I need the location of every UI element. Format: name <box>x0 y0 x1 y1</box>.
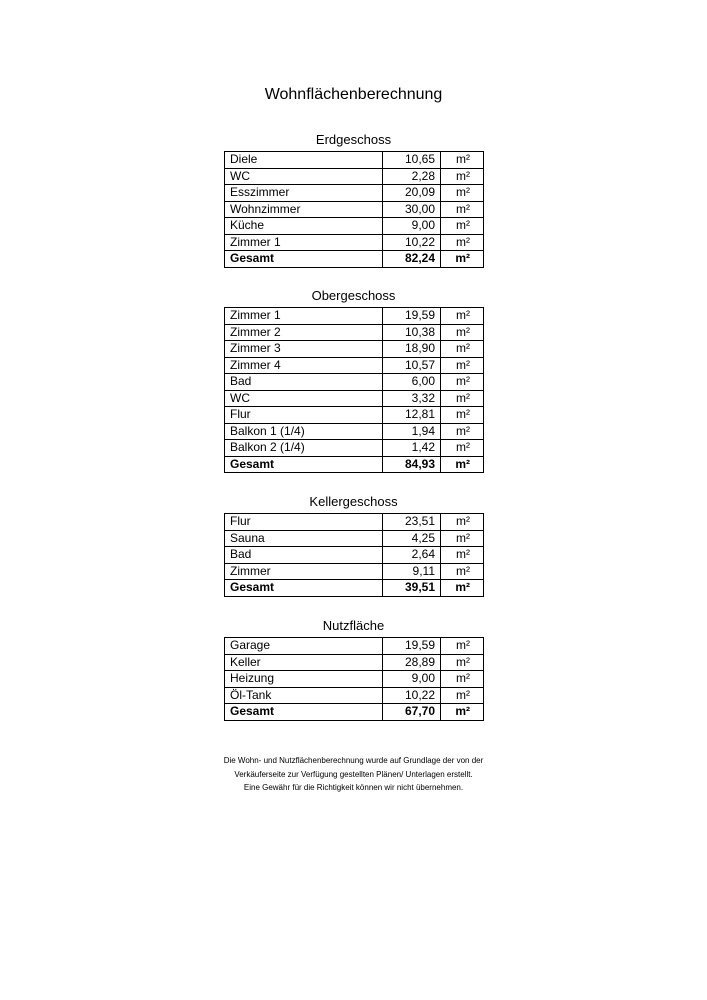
page-title: Wohnflächenberechnung <box>264 86 443 103</box>
room-name: Flur <box>225 514 383 531</box>
total-area: 67,70 <box>383 704 441 721</box>
table-row <box>225 423 484 440</box>
room-name: Zimmer <box>225 563 383 580</box>
room-name: Zimmer 4 <box>225 357 383 374</box>
footnote-line: Verkäuferseite zur Verfügung gestellten Plänen/ Unterlagen erstellt. <box>234 769 473 779</box>
table-row <box>225 308 484 325</box>
area-unit: m² <box>441 357 484 374</box>
area-unit: m² <box>441 341 484 358</box>
room-area: 20,09 <box>383 185 441 202</box>
table-row <box>225 168 484 185</box>
room-name: Heizung <box>225 671 383 688</box>
total-label: Gesamt <box>225 704 383 721</box>
room-area: 3,32 <box>383 390 441 407</box>
section-kellergeschoss <box>0 494 707 597</box>
area-unit: m² <box>441 563 484 580</box>
room-name: Balkon 1 (1/4) <box>225 423 383 440</box>
room-area: 19,59 <box>383 638 441 655</box>
area-unit: m² <box>441 168 484 185</box>
total-label: Gesamt <box>225 251 383 268</box>
room-area: 23,51 <box>383 514 441 531</box>
total-label: Gesamt <box>225 456 383 473</box>
room-area: 28,89 <box>383 654 441 671</box>
table-row <box>225 218 484 235</box>
table-row <box>225 440 484 457</box>
total-label: Gesamt <box>225 580 383 597</box>
area-unit: m² <box>441 440 484 457</box>
section-nutzflaeche <box>0 618 707 721</box>
section-obergeschoss <box>0 288 707 473</box>
room-name: Bad <box>225 547 383 564</box>
room-area: 1,42 <box>383 440 441 457</box>
area-unit: m² <box>441 324 484 341</box>
room-area: 10,38 <box>383 324 441 341</box>
area-unit: m² <box>441 201 484 218</box>
area-unit: m² <box>441 456 484 473</box>
room-area: 9,00 <box>383 218 441 235</box>
room-name: Bad <box>225 374 383 391</box>
area-unit: m² <box>441 152 484 169</box>
room-name: Zimmer 2 <box>225 324 383 341</box>
room-name: Zimmer 1 <box>225 308 383 325</box>
room-area: 19,59 <box>383 308 441 325</box>
table-row <box>225 152 484 169</box>
total-area: 82,24 <box>383 251 441 268</box>
room-name: Zimmer 3 <box>225 341 383 358</box>
area-unit: m² <box>441 671 484 688</box>
area-unit: m² <box>441 580 484 597</box>
room-name: Sauna <box>225 530 383 547</box>
room-area: 10,22 <box>383 687 441 704</box>
room-area: 10,65 <box>383 152 441 169</box>
area-unit: m² <box>441 547 484 564</box>
area-unit: m² <box>441 390 484 407</box>
room-area: 2,64 <box>383 547 441 564</box>
area-unit: m² <box>441 638 484 655</box>
table-row <box>225 357 484 374</box>
area-unit: m² <box>441 423 484 440</box>
total-area: 84,93 <box>383 456 441 473</box>
area-unit: m² <box>441 251 484 268</box>
room-area: 1,94 <box>383 423 441 440</box>
table-row <box>225 671 484 688</box>
table-row <box>225 530 484 547</box>
table-row <box>225 654 484 671</box>
total-row <box>225 456 484 473</box>
footnote-line: Die Wohn- und Nutzflächenberechnung wurde auf Grundlage der von der <box>223 756 484 765</box>
room-area: 2,28 <box>383 168 441 185</box>
table-row <box>225 324 484 341</box>
section-title: Nutzfläche <box>322 618 385 633</box>
table-row <box>225 687 484 704</box>
area-table <box>224 307 484 473</box>
table-row <box>225 390 484 407</box>
table-row <box>225 638 484 655</box>
area-unit: m² <box>441 530 484 547</box>
table-row <box>225 234 484 251</box>
room-area: 10,57 <box>383 357 441 374</box>
area-unit: m² <box>441 407 484 424</box>
table-row <box>225 374 484 391</box>
table-row <box>225 341 484 358</box>
room-name: WC <box>225 168 383 185</box>
room-name: Flur <box>225 407 383 424</box>
room-area: 4,25 <box>383 530 441 547</box>
disclaimer-footnote <box>0 754 707 795</box>
total-row <box>225 580 484 597</box>
room-area: 9,00 <box>383 671 441 688</box>
room-name: Öl-Tank <box>225 687 383 704</box>
area-table <box>224 637 484 721</box>
room-area: 30,00 <box>383 201 441 218</box>
area-unit: m² <box>441 654 484 671</box>
area-unit: m² <box>441 704 484 721</box>
room-area: 18,90 <box>383 341 441 358</box>
area-unit: m² <box>441 308 484 325</box>
footnote-line: Eine Gewähr für die Richtigkeit können wir nicht übernehmen. <box>243 783 464 792</box>
table-row <box>225 563 484 580</box>
room-name: Keller <box>225 654 383 671</box>
total-row <box>225 251 484 268</box>
room-area: 6,00 <box>383 374 441 391</box>
room-area: 10,22 <box>383 234 441 251</box>
room-area: 12,81 <box>383 407 441 424</box>
room-name: WC <box>225 390 383 407</box>
area-unit: m² <box>441 185 484 202</box>
table-row <box>225 407 484 424</box>
section-title: Erdgeschoss <box>315 132 392 147</box>
area-unit: m² <box>441 374 484 391</box>
room-name: Zimmer 1 <box>225 234 383 251</box>
area-unit: m² <box>441 687 484 704</box>
table-row <box>225 201 484 218</box>
area-unit: m² <box>441 514 484 531</box>
table-row <box>225 185 484 202</box>
table-row <box>225 547 484 564</box>
table-row <box>225 514 484 531</box>
area-table <box>224 513 484 597</box>
room-name: Balkon 2 (1/4) <box>225 440 383 457</box>
section-title: Kellergeschoss <box>309 494 398 509</box>
area-unit: m² <box>441 234 484 251</box>
room-name: Garage <box>225 638 383 655</box>
area-unit: m² <box>441 218 484 235</box>
total-row <box>225 704 484 721</box>
section-erdgeschoss <box>0 132 707 268</box>
room-name: Küche <box>225 218 383 235</box>
room-name: Wohnzimmer <box>225 201 383 218</box>
total-area: 39,51 <box>383 580 441 597</box>
section-title: Obergeschoss <box>311 288 396 303</box>
area-table <box>224 151 484 268</box>
room-area: 9,11 <box>383 563 441 580</box>
room-name: Esszimmer <box>225 185 383 202</box>
room-name: Diele <box>225 152 383 169</box>
